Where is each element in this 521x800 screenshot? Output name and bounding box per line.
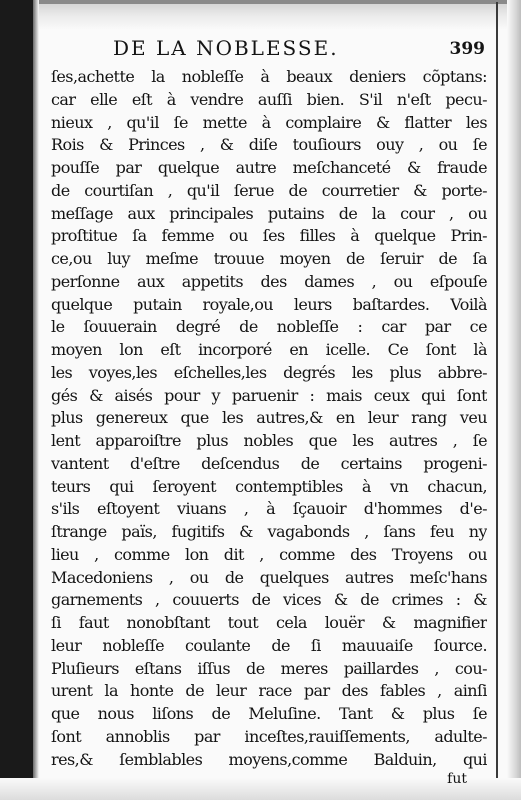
text-line: de courtiſan , qu'il ſerue de courretier & porte- xyxy=(51,180,487,200)
text-line: lent apparoiſtre plus nobles que les autres , ſe xyxy=(51,431,487,450)
page-right-shadow xyxy=(507,0,521,800)
text-line: nieux , qu'il ſe mette à complaire & flatter les xyxy=(51,112,487,132)
running-title: DE LA NOBLESSE. xyxy=(113,36,339,60)
catchword: fut xyxy=(447,771,467,788)
running-head xyxy=(51,34,487,66)
text-line: Pluſieurs eſtans iſſus de meres paillardes , cou- xyxy=(51,658,487,678)
text-line: les voyes,les eſchelles,les degrés les plus abbre- xyxy=(51,362,487,382)
text-line: le ſouuerain degré de nobleſſe : car par ce xyxy=(51,317,487,337)
page-number: 399 xyxy=(449,39,485,59)
text-line: teurs qui ſeroyent contemptibles à vn chacun, xyxy=(51,476,487,496)
text-line: que nous liſons de Meluſine. Tant & plus ſe xyxy=(51,704,487,723)
text-line: ſes,achette la nobleſſe à beaux deniers cõptans: xyxy=(51,67,487,86)
text-line: urent la honte de leur race par des fables , ainſi xyxy=(51,681,487,701)
text-line: s'ils eſtoyent viuans , à ſçauoir d'hommes d'e- xyxy=(51,499,487,519)
text-line: ſi faut nonobſtant tout cela louër & magnifier xyxy=(51,613,487,632)
book-binding-edge xyxy=(0,0,33,800)
text-line: plus genereux que les autres,& en leur rang veu xyxy=(51,408,487,428)
body-text xyxy=(51,66,487,771)
text-line: lieu , comme lon dit , comme des Troyens ou xyxy=(51,544,487,564)
text-line: vantent d'eſtre deſcendus de certains progeni- xyxy=(51,453,487,473)
page-top-border xyxy=(0,0,521,4)
page-content xyxy=(51,34,487,787)
text-line: garnements , couuerts de vices & de crimes : & xyxy=(51,590,487,610)
text-line: leur nobleſſe coulante de ſi mauuaiſe ſource. xyxy=(51,635,487,655)
text-line: perſonne aux appetits des dames , ou eſpouſe xyxy=(51,271,487,291)
right-border-rule xyxy=(496,2,498,780)
page-top-shadow xyxy=(0,0,521,30)
text-line: ce,ou luy meſme trouue moyen de ſeruir de ſa xyxy=(51,249,487,268)
text-line: car elle eſt à vendre auſſi bien. S'il n'eſt pecu- xyxy=(51,89,487,109)
text-line: quelque putain royale,ou leurs baſtardes. Voilà xyxy=(51,294,487,314)
text-line: proſtitue ſa femme ou ſes filles à quelque Prin- xyxy=(51,226,487,246)
text-line: moyen lon eſt incorporé en icelle. Ce ſont là xyxy=(51,340,487,359)
text-line: Macedoniens , ou de quelques autres meſc'hans xyxy=(51,567,487,587)
text-line: ſtrange païs, fugitifs & vagabonds , ſans feu ny xyxy=(51,522,487,541)
binding-shadow xyxy=(33,0,39,800)
text-line: gés & aisés pour y paruenir : mais ceux qui ſont xyxy=(51,385,487,405)
text-line: pouſſe par quelque autre meſchanceté & fraude xyxy=(51,158,487,177)
text-line: Rois & Princes , & diſe touſiours ouy , ou ſe xyxy=(51,135,487,155)
text-line: ſont annoblis par inceſtes,rauiſſements, adulte- xyxy=(51,726,487,746)
text-line: res,& ſemblables moyens,comme Balduin, qui xyxy=(51,749,487,769)
text-line: meſſage aux principales putains de la cour , ou xyxy=(51,203,487,223)
